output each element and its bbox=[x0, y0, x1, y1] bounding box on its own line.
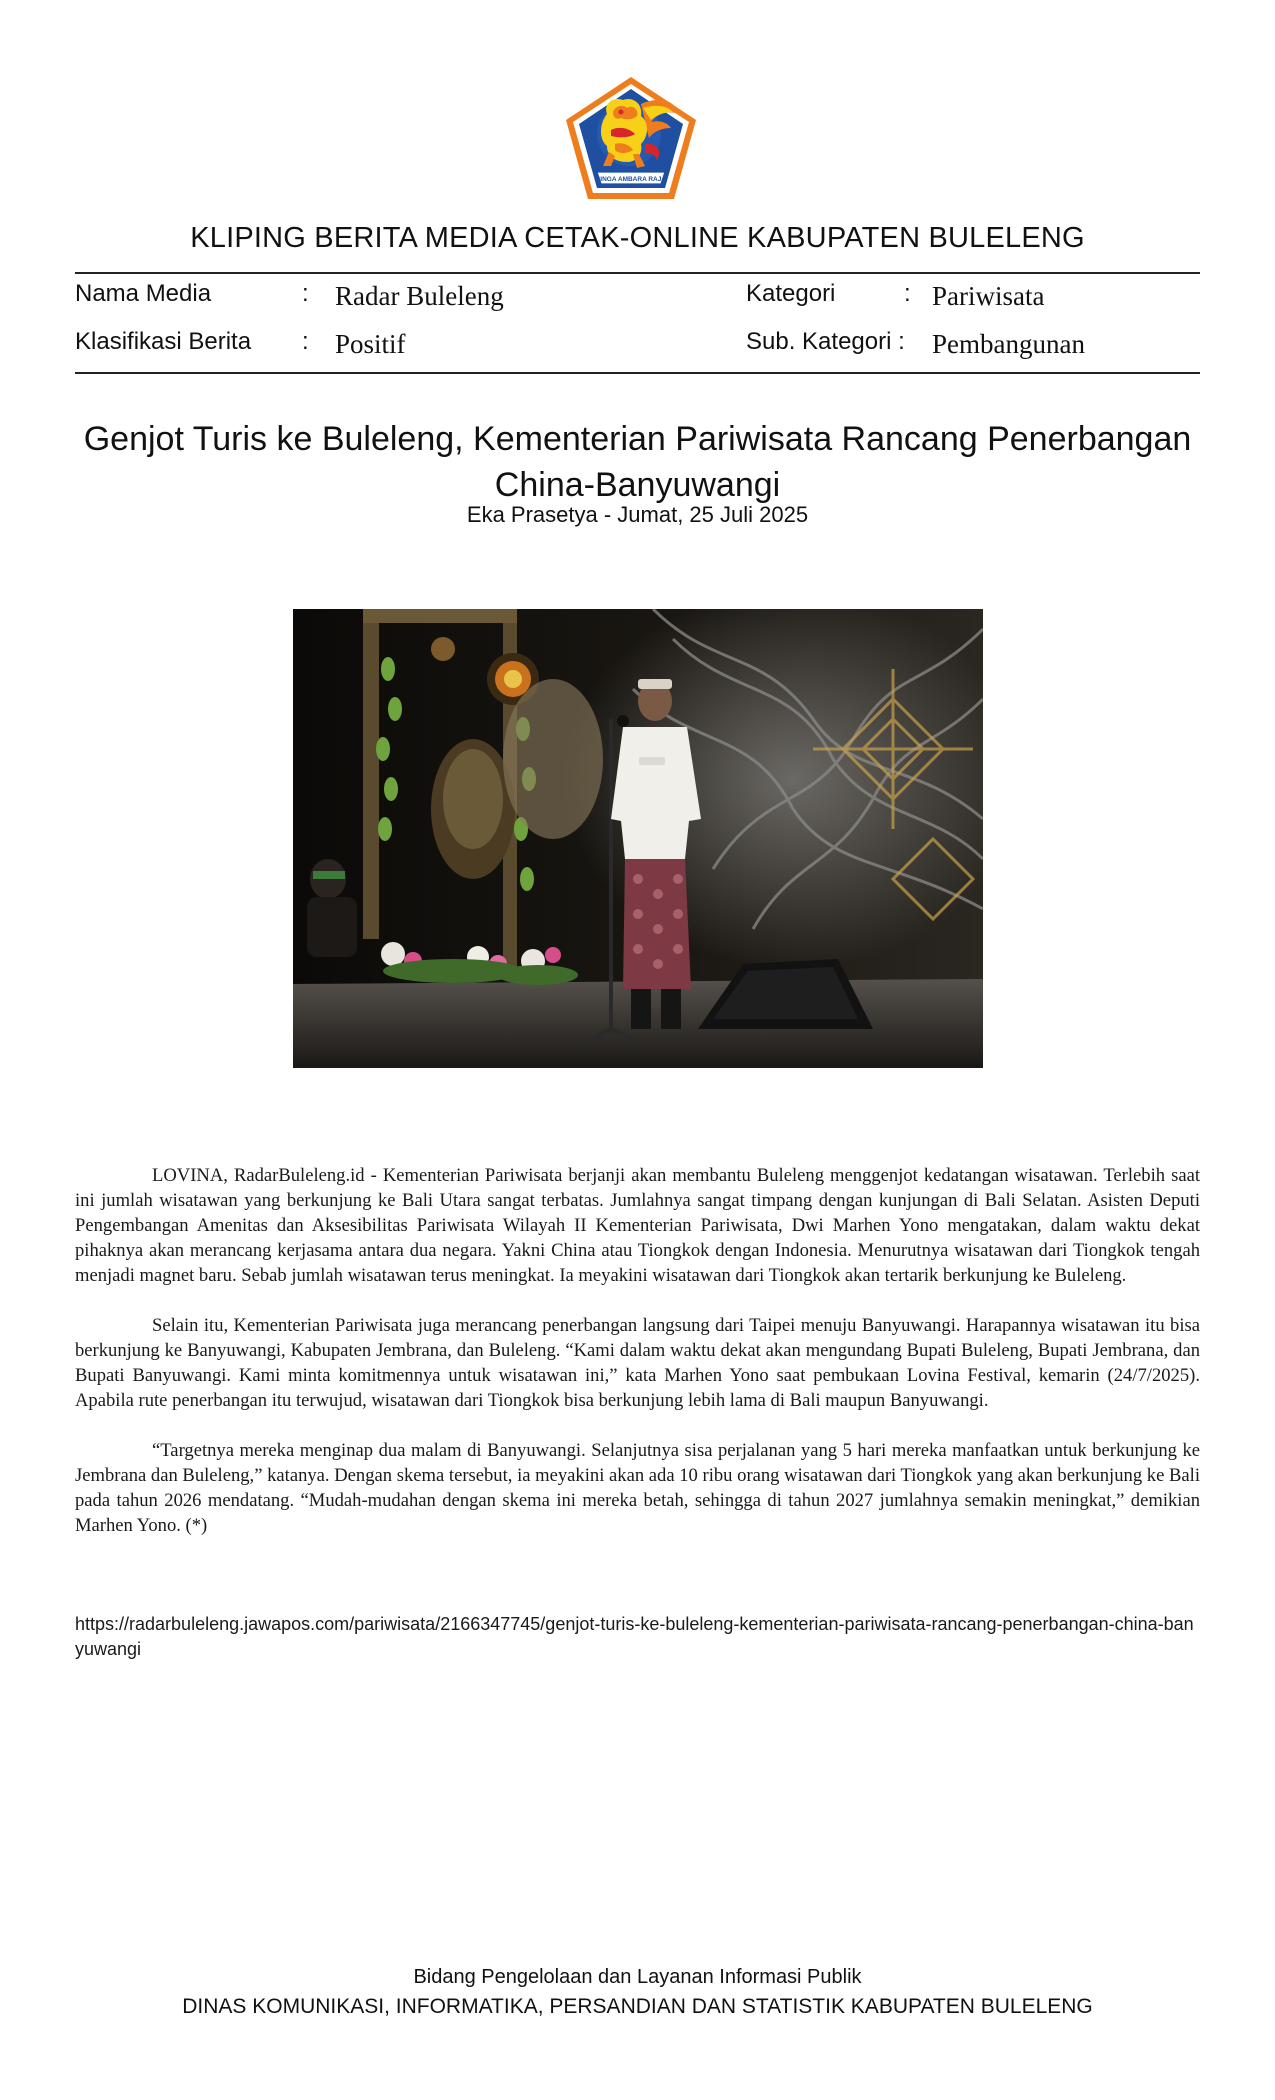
article-title: Genjot Turis ke Buleleng, Kementerian Pariwisata Rancang Penerbangan China-Banyuwangi bbox=[83, 420, 1192, 504]
page-header-title: KLIPING BERITA MEDIA CETAK-ONLINE KABUPATEN BULELENG bbox=[190, 222, 1085, 254]
classification-colon: : bbox=[302, 328, 309, 355]
category-value: Pariwisata bbox=[932, 281, 1045, 311]
media-name-label: Nama Media bbox=[75, 280, 212, 307]
article-byline: Eka Prasetya - Jumat, 25 Juli 2025 bbox=[466, 502, 809, 527]
buleleng-regency-seal-icon bbox=[563, 74, 699, 202]
article-paragraph: LOVINA, RadarBuleleng.id - Kementerian Pariwisata berjanji akan membantu Buleleng menggenjot kedatangan wisatawan. Terlebih saat ini jumlah wisatawan yang berkunjung ke Bali Utara sangat terbatas. Jumlahnya sangat timpang dengan kunjungan di Bali Selatan. Asisten Deputi Pengembangan Amenitas dan Aksesibilitas Pariwisata Wilayah II Kementerian Pariwisata, Dwi Marhen Yono mengatakan, dalam waktu dekat pihaknya akan merancang kerjasama antara dua negara. Yakni China atau Tiongkok dengan Indonesia. Menurutnya wisatawan dari Tiongkok tengah menjadi magnet baru. Sebab jumlah wisatawan terus meningkat. Ia meyakini wisatawan dari Tiongkok akan tertarik berkunjung ke Buleleng. bbox=[75, 1165, 1200, 1286]
media-name-value: Radar Buleleng bbox=[335, 281, 504, 311]
article-paragraph: “Targetnya mereka menginap dua malam di Banyuwangi. Selanjutnya sisa perjalanan yang 5 hari mereka manfaatkan untuk berkunjung ke Jembrana dan Buleleng,” katanya. Dengan skema tersebut, ia meyakini akan ada 10 ribu orang wisatawan dari Tiongkok yang akan berkunjung ke Bali pada tahun 2026 mendatang. “Mudah-mudahan dengan skema ini mereka betah, sehingga di tahun 2027 jumlahnya semakin meningkat,” demikian Marhen Yono. (*) bbox=[75, 1440, 1200, 1536]
media-name-colon: : bbox=[302, 280, 309, 307]
article-body bbox=[75, 1163, 1200, 1563]
regency-logo bbox=[563, 74, 699, 202]
header-divider-bottom bbox=[75, 372, 1200, 374]
svg-text:SINGA AMBARA RAJA: SINGA AMBARA RAJA bbox=[595, 176, 667, 183]
article-paragraph: Selain itu, Kementerian Pariwisata juga merancang penerbangan langsung dari Taipei menuju Banyuwangi. Harapannya wisatawan itu bisa berkunjung ke Banyuwangi, Kabupaten Jembrana, dan Buleleng. “Kami dalam waktu dekat akan mengundang Bupati Buleleng, Bupati Jembrana, dan Bupati Banyuwangi. Kami minta komitmennya untuk wisatawan ini,” kata Marhen Yono saat pembukaan Lovina Festival, kemarin (24/7/2025). Apabila rute penerbangan itu terwujud, wisatawan dari Tiongkok bisa berkunjung lebih lama di Bali maupun Banyuwangi. bbox=[75, 1315, 1200, 1411]
classification-label: Klasifikasi Berita bbox=[75, 328, 252, 355]
footer-division: Bidang Pengelolaan dan Layanan Informasi Publik bbox=[413, 1966, 862, 1988]
category-colon: : bbox=[904, 280, 911, 307]
header-divider-top bbox=[75, 272, 1200, 274]
category-label: Kategori bbox=[746, 280, 836, 307]
article-photo bbox=[293, 609, 983, 1068]
classification-value: Positif bbox=[335, 329, 406, 359]
footer-department: DINAS KOMUNIKASI, INFORMATIKA, PERSANDIAN DAN STATISTIK KABUPATEN BULELENG bbox=[182, 1995, 1093, 2018]
subcategory-value: Pembangunan bbox=[932, 329, 1085, 359]
speaker-on-stage-photo-icon bbox=[293, 609, 983, 1068]
subcategory-label: Sub. Kategori : bbox=[746, 328, 905, 355]
source-url-link[interactable]: https://radarbuleleng.jawapos.com/pariwisata/2166347745/genjot-turis-ke-buleleng-kementerian-pariwisata-rancang-penerbangan-china-banyuwangi bbox=[75, 1614, 1194, 1659]
